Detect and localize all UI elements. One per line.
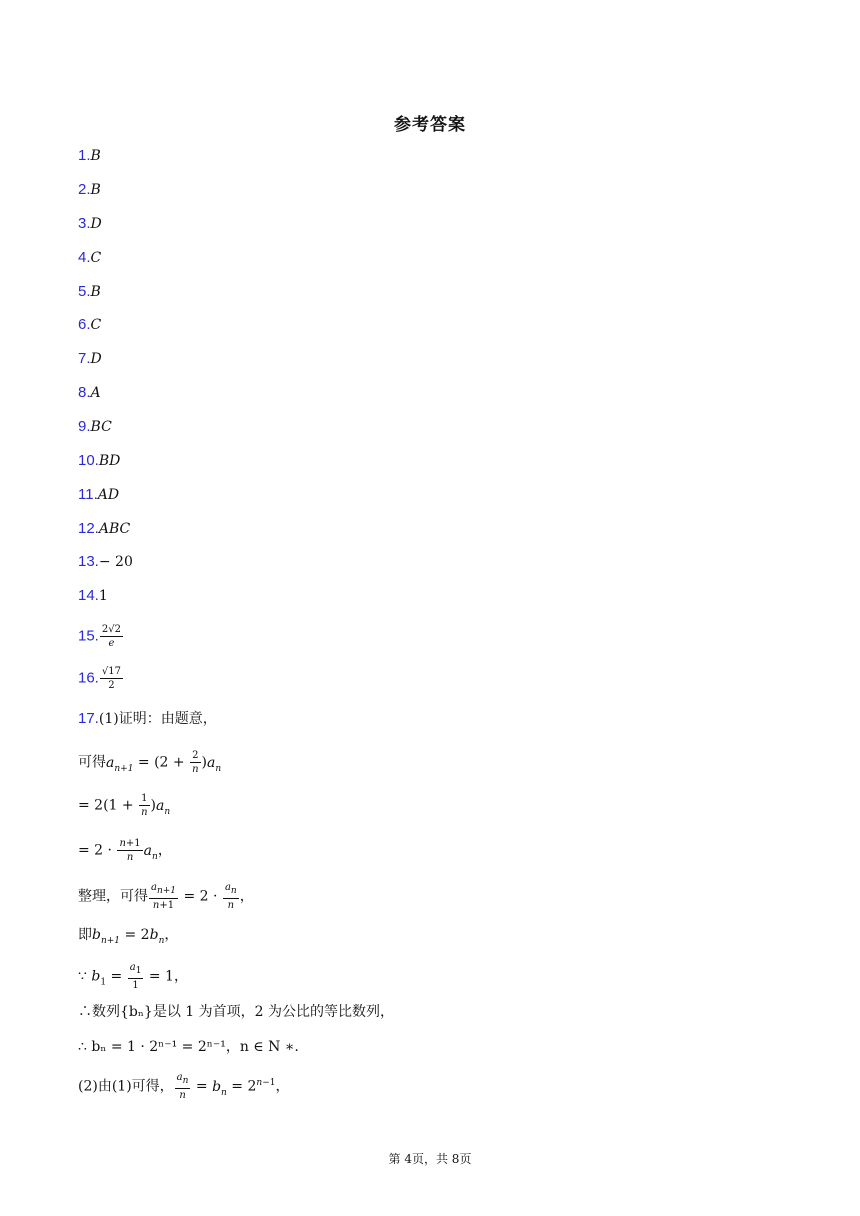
- fraction-numerator: 2√2: [101, 624, 121, 635]
- question-number: 6.: [78, 316, 91, 333]
- q17-text-6: 即: [78, 927, 92, 943]
- answer-value: B: [90, 182, 101, 198]
- answer-row: [78, 586, 108, 606]
- q17-line-1: [78, 709, 217, 729]
- q17-line-8: ∴数列{bₙ}是以 1 为首项，2 为公比的等比数列，: [78, 1004, 394, 1020]
- q17-text-7: ∵: [78, 968, 87, 985]
- answer-value: BD: [98, 453, 121, 469]
- answer-row: [78, 214, 102, 234]
- answer-value: D: [90, 351, 102, 367]
- question-number: 7.: [78, 350, 91, 367]
- answer-value: C: [90, 250, 102, 266]
- fraction: $\frac{a_n}{n}$: [176, 1072, 189, 1101]
- question-number: 14.: [78, 587, 99, 604]
- question-number: 9.: [78, 418, 91, 435]
- q17-line-4: = 2 · $\frac{n+1}{n}$ $a_n$，: [78, 838, 172, 863]
- fraction-denominator: e: [108, 638, 115, 649]
- answer-row: [78, 666, 124, 691]
- answer-row: [78, 349, 102, 369]
- question-number: 10.: [78, 452, 99, 469]
- q17-line-6: 即$b_{n+1} = 2b_n$，: [78, 927, 179, 946]
- answer-value: AD: [97, 487, 120, 503]
- fraction: $\frac{a_1}{1}$: [129, 962, 142, 991]
- fraction-numerator: √17: [101, 666, 121, 677]
- question-number: 4.: [78, 249, 91, 266]
- formula: $a_{n+1}$: [106, 754, 134, 774]
- q17-text-4: = 2 ·: [78, 842, 112, 859]
- q17-text-5: 整理，可得: [78, 888, 148, 905]
- question-number: 16.: [78, 669, 99, 687]
- fraction: $\frac{a_n}{n}$: [224, 882, 237, 911]
- q17-line-3: = 2(1 + $\frac{1}{n}$ )$a_n$: [78, 793, 171, 818]
- answer-row: [78, 180, 101, 200]
- answer-value: BC: [90, 419, 112, 435]
- question-number: 1.: [78, 147, 91, 164]
- q17-text-1: (1)证明：由题意，: [98, 711, 217, 727]
- answer-row: [78, 552, 133, 572]
- question-number: 11.: [78, 486, 98, 503]
- answer-value: C: [90, 317, 102, 333]
- answer-row: [78, 451, 120, 471]
- answer-row: [78, 315, 101, 335]
- fraction: $\frac{1}{n}$: [141, 793, 148, 818]
- answer-row: [78, 624, 124, 649]
- answer-value: ABC: [98, 521, 131, 537]
- answer-row: [78, 519, 130, 539]
- q17-text-3: = 2(1 +: [78, 797, 134, 814]
- fraction: $\frac{n+1}{n}$: [119, 838, 141, 863]
- answer-value: − 20: [98, 554, 133, 570]
- q17-text-10: (2)由(1)可得，: [78, 1078, 174, 1095]
- answer-fraction: [100, 666, 123, 691]
- question-number: 12.: [78, 520, 99, 537]
- q17-line-9: ∴ bₙ = 1 · 2ⁿ⁻¹ = 2ⁿ⁻¹，n ∈ N ∗.: [78, 1039, 299, 1055]
- answer-row: [78, 383, 101, 403]
- page-footer: 第 4页，共 8页: [388, 1152, 472, 1166]
- fraction: $\frac{a_{n+1}}{n+1}$: [151, 882, 177, 911]
- answer-fraction: [100, 624, 123, 649]
- question-number: 2.: [78, 181, 91, 198]
- answer-row: [78, 485, 119, 505]
- q17-line-10: (2)由(1)可得， $\frac{a_n}{n}$ = $b_n = 2^{n-1}$，: [78, 1072, 290, 1101]
- question-number: 5.: [78, 283, 91, 300]
- fraction: $\frac{2}{n}$: [192, 750, 199, 775]
- question-number: 3.: [78, 215, 91, 232]
- question-number: 8.: [78, 384, 91, 401]
- answer-row: [78, 146, 101, 166]
- question-number: 15.: [78, 627, 99, 645]
- answer-value: D: [90, 216, 102, 232]
- answer-row: [78, 248, 101, 268]
- answer-value: 1: [98, 588, 108, 604]
- q17-line-5: 整理，可得 $\frac{a_{n+1}}{n+1}$ = 2 · $\frac{a_n}{n}$ ，: [78, 882, 254, 911]
- page-title: 参考答案: [394, 115, 466, 135]
- q17-line-7: ∵ $b_1$ = $\frac{a_1}{1}$ = 1，: [78, 962, 188, 991]
- answer-value: B: [90, 148, 101, 164]
- question-number: 13.: [78, 553, 99, 570]
- question-number: 17.: [78, 710, 99, 727]
- answer-value: B: [90, 284, 101, 300]
- fraction-denominator: 2: [108, 680, 115, 691]
- answer-row: [78, 282, 101, 302]
- answer-row: [78, 417, 112, 437]
- q17-line-2: 可得$a_{n+1} = (2$ + $\frac{2}{n}$ )$a_n$: [78, 750, 222, 775]
- answer-value: A: [90, 385, 101, 401]
- q17-text-2: 可得: [78, 754, 106, 771]
